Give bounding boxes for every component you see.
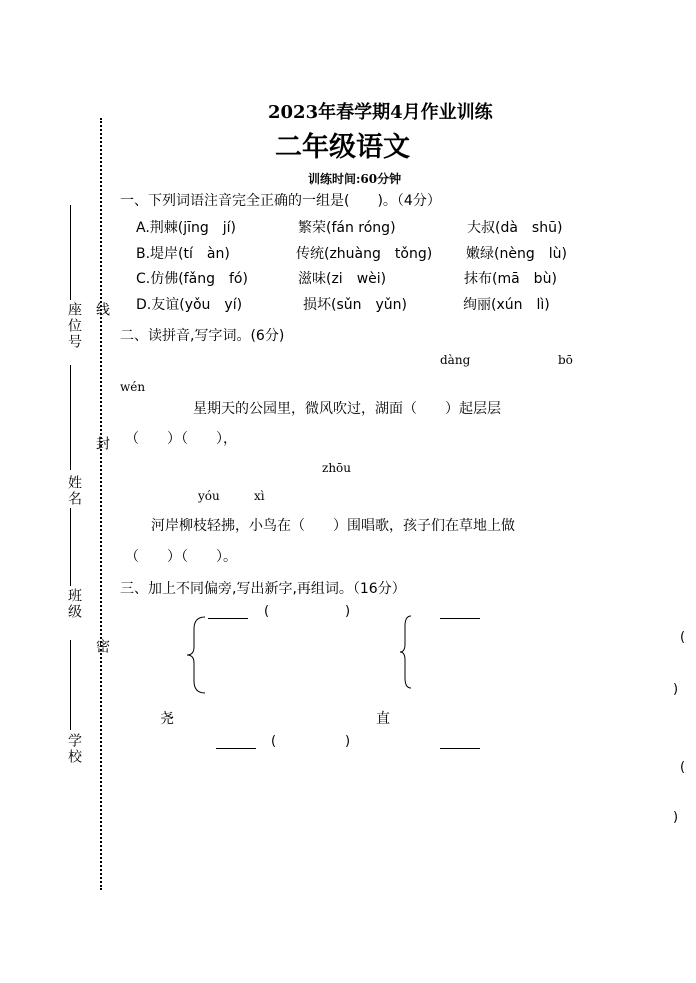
line-mark: 线 xyxy=(94,302,110,318)
q3-blank-2-bottom[interactable] xyxy=(440,748,480,749)
binding-dotted-line xyxy=(100,118,102,890)
pinyin-dang: dàng xyxy=(440,353,471,367)
q3-char-yao: 尧 xyxy=(160,711,174,727)
class-blank[interactable] xyxy=(70,508,71,586)
q2-sentence-2: 河岸柳枝轻拂，小鸟在（ ）围唱歌，孩子们在草地上做 xyxy=(151,518,515,534)
q3-brace-right-icon xyxy=(399,614,413,690)
q1-option-a-1: A.荆棘(jīng jí) xyxy=(136,220,237,236)
time-limit: 训练时间:60分钟 xyxy=(308,172,402,186)
q3-char-zhi: 直 xyxy=(376,711,390,727)
seat-blank[interactable] xyxy=(70,205,71,300)
edge-paren-open-1: ( xyxy=(680,630,686,645)
q3-paren-open-2: ( xyxy=(271,734,277,749)
q3-paren-close-1: ) xyxy=(345,604,351,619)
q1-option-d-2: 损坏(sǔn yǔn) xyxy=(303,297,407,313)
edge-paren-close-2: ) xyxy=(673,810,679,825)
q1-option-d-1: D.友谊(yǒu yí) xyxy=(136,297,243,313)
q3-title: 三、加上不同偏旁,写出新字,再组词。（16分） xyxy=(120,581,406,597)
name-label: 姓名 xyxy=(66,475,82,507)
q1-option-b-3: 嫩绿(nèng lù) xyxy=(466,246,567,262)
pinyin-wen: wén xyxy=(120,380,146,394)
q1-option-c-2: 滋味(zi wèi) xyxy=(298,271,387,287)
q1-option-a-2: 繁荣(fán róng) xyxy=(298,220,396,236)
q3-blank-2-top[interactable] xyxy=(440,618,480,619)
seat-label: 座位号 xyxy=(66,302,82,350)
q3-brace-left-icon xyxy=(185,615,207,695)
q2-title: 二、读拼音,写字词。(6分) xyxy=(120,328,285,344)
secret-mark: 密 xyxy=(94,639,110,655)
q2-sentence-1-blanks[interactable]: （ ）（ ）， xyxy=(125,431,237,447)
q2-sentence-1: 星期天的公园里，微风吹过，湖面（ ）起层层 xyxy=(193,401,501,417)
q1-option-d-3: 绚丽(xún lì) xyxy=(463,297,550,313)
q3-paren-open-1: ( xyxy=(264,604,270,619)
pinyin-zhou: zhōu xyxy=(322,461,352,475)
seal-mark: 封 xyxy=(94,436,110,452)
q1-option-b-1: B.堤岸(tí àn) xyxy=(136,246,230,262)
class-label: 班级 xyxy=(66,588,82,620)
pinyin-bo: bō xyxy=(558,353,573,367)
name-blank[interactable] xyxy=(70,365,71,470)
school-blank[interactable] xyxy=(70,640,71,730)
q3-paren-close-2: ) xyxy=(345,734,351,749)
term-title: 2023年春学期4月作业训练 xyxy=(268,102,493,123)
q1-title: 一、下列词语注音完全正确的一组是( )。（4分） xyxy=(120,193,441,209)
edge-paren-close-1: ) xyxy=(673,682,679,697)
q1-option-a-3: 大叔(dà shū) xyxy=(467,220,563,236)
q3-blank-1-bottom[interactable] xyxy=(216,748,256,749)
pinyin-xi: xì xyxy=(254,489,265,503)
q2-sentence-2-blanks[interactable]: （ ）（ ）。 xyxy=(125,549,237,565)
pinyin-you: yóu xyxy=(198,489,220,503)
edge-paren-open-2: ( xyxy=(680,760,686,775)
q3-blank-1-top[interactable] xyxy=(208,618,248,619)
q1-option-b-2: 传统(zhuàng tǒng) xyxy=(296,246,433,262)
school-label: 学校 xyxy=(66,733,82,765)
q1-option-c-1: C.仿佛(fǎng fó) xyxy=(136,271,248,287)
q1-option-c-3: 抹布(mā bù) xyxy=(464,271,557,287)
subject-title: 二年级语文 xyxy=(275,132,410,163)
